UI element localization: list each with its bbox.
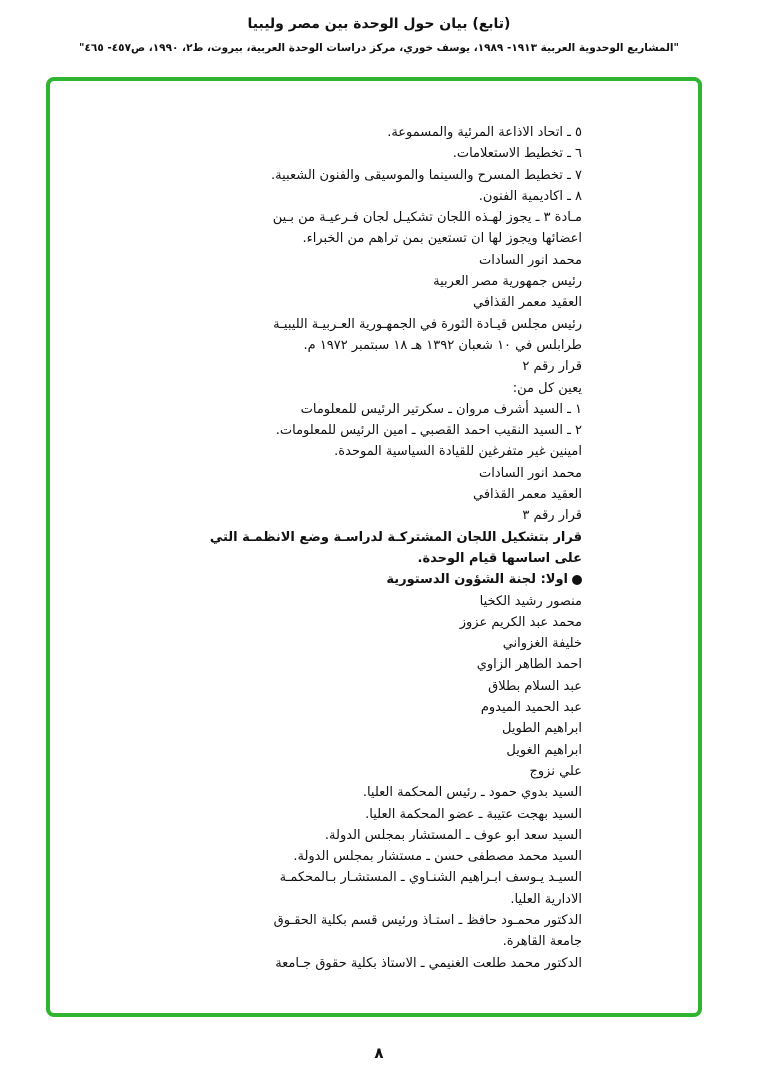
member-name: عبد السلام بطلاق bbox=[488, 678, 582, 694]
decision-heading: قرار رقم ٢ bbox=[522, 359, 582, 375]
decision-title: قرار بتشكيل اللجان المشتركـة لدراسـة وضع الانظمـة التي bbox=[209, 529, 582, 545]
member-name: منصور رشيد الكخيا bbox=[479, 593, 582, 609]
member-name: السيد بهجت عتيبة ـ عضو المحكمة العليا. bbox=[365, 806, 582, 822]
page-number: ٨ bbox=[374, 1044, 384, 1062]
text-line: امينين غير متفرغين للقيادة السياسية الموحدة. bbox=[334, 444, 582, 460]
committee-heading-label: اولا: لجنة الشؤون الدستورية bbox=[386, 572, 568, 588]
member-name: ابراهيم الغويل bbox=[506, 742, 582, 758]
bullet-icon bbox=[572, 575, 582, 585]
text-line: ٢ ـ السيد النقيب احمد القصبي ـ امين الرئيس للمعلومات. bbox=[275, 423, 582, 439]
committee-heading bbox=[202, 569, 582, 590]
source-citation: "المشاريع الوحدوية العربية ١٩١٣- ١٩٨٩، يوسف خوري، مركز دراسات الوحدة العربية، بيروت، ط٢، ١٩٩٠، ص٤٥٧- ٤٦٥" bbox=[79, 42, 679, 54]
member-name: عبد الحميد الميدوم bbox=[480, 700, 582, 716]
date-line: طرابلس في ١٠ شعبان ١٣٩٢ هـ ١٨ سبتمبر ١٩٧٢ م. bbox=[303, 337, 582, 353]
page-header bbox=[20, 14, 738, 56]
signature-name: العقيد معمر القذافي bbox=[473, 487, 582, 503]
member-name: السيد بدوي حمود ـ رئيس المحكمة العليا. bbox=[362, 785, 582, 801]
document-title: (تابع) بيان حول الوحدة بين مصر وليبيا bbox=[247, 16, 511, 32]
decision-heading: قرار رقم ٣ bbox=[522, 508, 582, 524]
text-line: ١ ـ السيد أشرف مروان ـ سكرتير الرئيس للمعلومات bbox=[300, 401, 582, 417]
member-name: جامعة القاهرة. bbox=[502, 934, 582, 950]
member-name: ابراهيم الطويل bbox=[502, 721, 582, 737]
text-line: اعضائها ويجوز لها ان تستعين بمن تراهم من الخبراء. bbox=[302, 231, 582, 247]
document-body bbox=[202, 122, 582, 974]
member-name: علي نزوج bbox=[529, 763, 582, 779]
signature-title: رئيس جمهورية مصر العربية bbox=[433, 274, 582, 290]
text-line: ٦ ـ تخطيط الاستعلامات. bbox=[452, 146, 582, 162]
decision-title: على اساسها قيام الوحدة. bbox=[417, 550, 582, 566]
signature-name: محمد انور السادات bbox=[479, 252, 582, 268]
member-name: خليفة الغزواني bbox=[502, 636, 582, 652]
member-name: السيد محمد مصطفى حسن ـ مستشار بمجلس الدولة. bbox=[293, 849, 582, 865]
member-name: السيـد يـوسف ابـراهيم الشنـاوي ـ المستشـار بـالمحكمـة bbox=[279, 870, 582, 886]
text-line: يعين كل من: bbox=[512, 380, 582, 396]
member-name: احمد الطاهر الزاوي bbox=[476, 657, 582, 673]
text-line: ٥ ـ اتحاد الاذاعة المرئية والمسموعة. bbox=[387, 125, 582, 140]
signature-name: العقيد معمر القذافي bbox=[473, 295, 582, 311]
member-name: محمد عبد الكريم عزوز bbox=[459, 614, 582, 630]
member-name: الدكتور محمـود حافظ ـ استـاذ ورئيس قسم بكلية الحقـوق bbox=[273, 912, 582, 928]
signature-name: محمد انور السادات bbox=[479, 465, 582, 481]
text-line: ٨ ـ اكاديمية الفنون. bbox=[478, 188, 582, 204]
signature-title: رئيس مجلس قيـادة الثورة في الجمهـورية العـربيـة الليبيـة bbox=[273, 316, 582, 332]
member-name: الادارية العليا. bbox=[510, 891, 582, 907]
member-name: السيد سعد ابو عوف ـ المستشار بمجلس الدولة. bbox=[324, 827, 582, 843]
member-name: الدكتور محمد طلعت الغنيمي ـ الاستاذ بكلية حقوق جـامعة bbox=[275, 955, 582, 971]
text-line: ٧ ـ تخطيط المسرح والسينما والموسيقى والفنون الشعبية. bbox=[271, 167, 582, 183]
article-line: مـادة ٣ ـ يجوز لهـذه اللجان تشكيـل لجان فـرعيـة من بـين bbox=[272, 210, 582, 226]
